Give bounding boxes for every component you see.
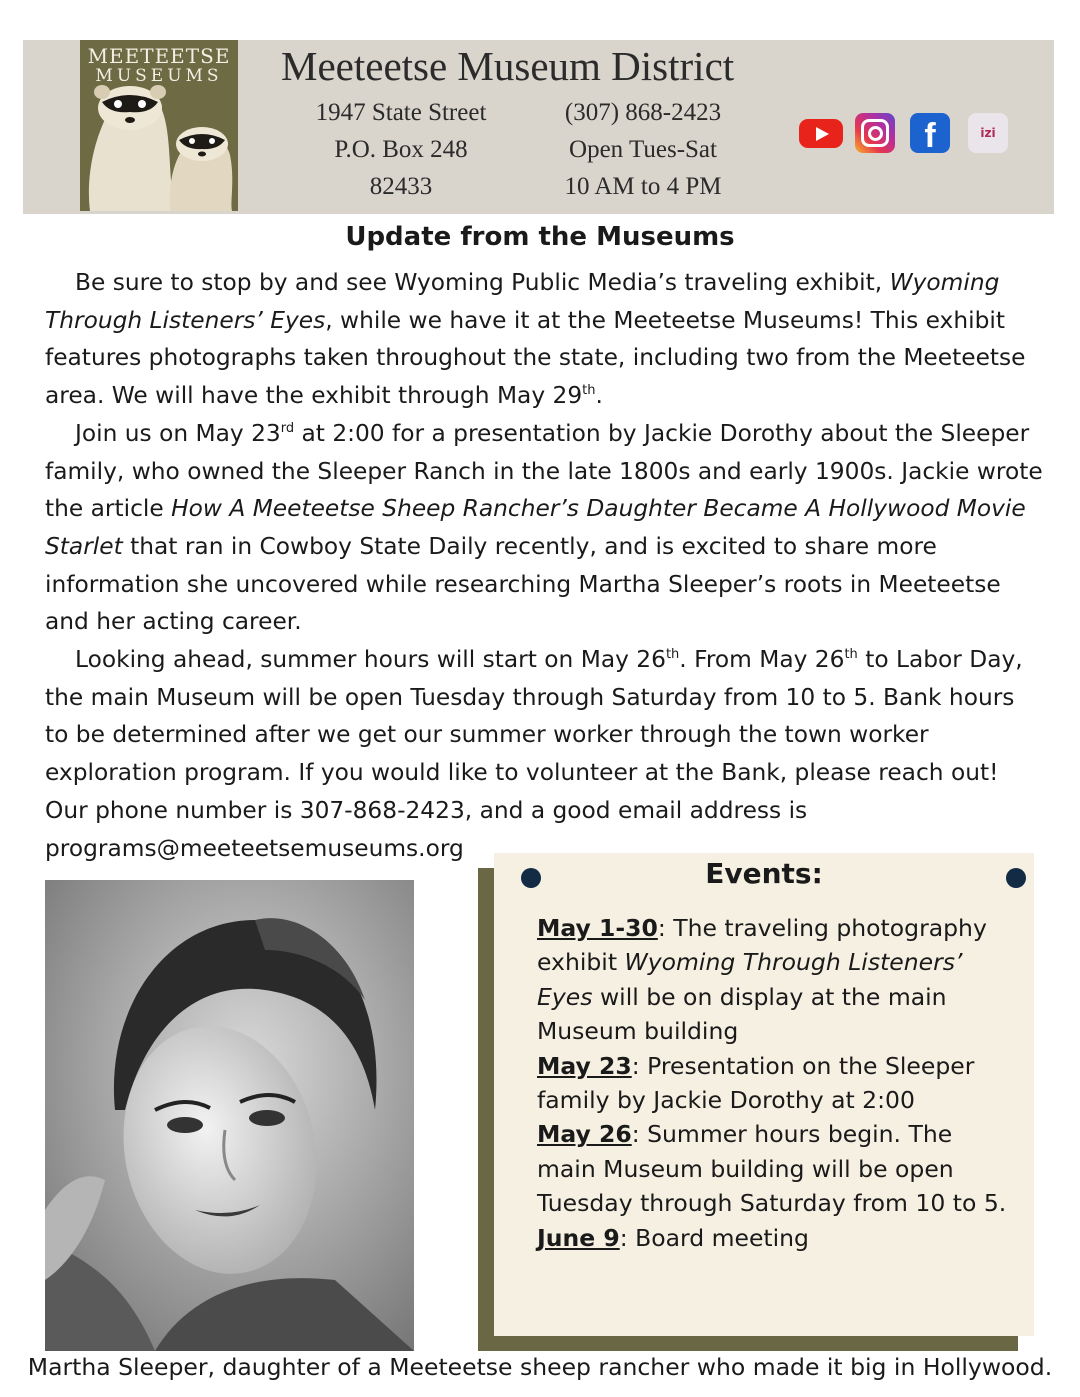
martha-sleeper-photo [45, 880, 414, 1351]
izi-travel-icon[interactable] [968, 113, 1008, 153]
p3-text-b: . From May 26 [679, 646, 845, 674]
p3-text-c: to Labor Day, the main Museum will be open Tuesday through Saturday from 10 to 5. Bank hours to be determined after we get our summer worker through the town worker exploration program. If you would like to volunteer at the Bank, please reach out! Our phone number is 307-868-2423, and a good email address is [45, 646, 1023, 824]
event-text: : Board meeting [619, 1223, 809, 1252]
update-body [45, 264, 1045, 867]
logo-text-line2: MUSEUMS [95, 66, 223, 86]
address-street: 1947 State Street [315, 99, 487, 126]
paragraph-summer-hours [45, 641, 1045, 830]
event-date: May 26 [537, 1120, 632, 1149]
article-title: How A Meeteetse Sheep Rancher’s Daughter Became A Hollywood Movie Starlet [45, 495, 1026, 560]
logo-text-line1: MEETEETSE [87, 44, 231, 68]
p3-text-a: Looking ahead, summer hours will start on May 26 [75, 646, 666, 674]
p2-sup: rd [280, 421, 295, 437]
event-date: May 23 [537, 1051, 632, 1080]
instagram-icon[interactable] [855, 113, 895, 153]
event-text: : Presentation on the Sleeper family by Jackie Dorothy at 2:00 [537, 1051, 975, 1115]
p1-text-b: , while we have it at the Meeteetse Museums! This exhibit features photographs taken throughout the state, including two from the Meeteetse area. We will have the exhibit through May 29 [45, 306, 1026, 410]
events-title: Events: [705, 857, 823, 890]
address-po-box: P.O. Box 248 [334, 136, 468, 163]
portrait-illustration [45, 880, 414, 1351]
paragraph-presentation [45, 415, 1045, 641]
phone-number: (307) 868-2423 [564, 99, 722, 126]
event-text: : The traveling photography exhibit [537, 914, 987, 977]
p1-text-c: . [595, 382, 603, 410]
photo-caption: Martha Sleeper, daughter of a Meeteetse sheep rancher who made it big in Hollywood. [27, 1353, 1053, 1381]
event-item [537, 1221, 1007, 1255]
p2-text-b: at 2:00 for a presentation by Jackie Dorothy about the Sleeper family, who owned the Sleeper Ranch in the late 1800s and early 1900s. Jackie wrote the article [45, 419, 1043, 523]
org-title: Meeteetse Museum District [281, 43, 735, 89]
open-hours: 10 AM to 4 PM [564, 173, 722, 200]
events-list [537, 911, 1007, 1255]
p2-text-a: Join us on May 23 [75, 419, 281, 447]
header-banner [23, 40, 1054, 214]
section-heading: Update from the Museums [345, 222, 735, 252]
p3-sup2: th [844, 647, 858, 663]
p3-sup1: th [665, 647, 680, 663]
p2-text-c: that ran in Cowboy State Daily recently, and is excited to share more information she uncovered while researching Martha Sleeper’s roots in Meeteetse and her acting career. [45, 532, 1001, 636]
events-panel [494, 853, 1034, 1336]
address-block [291, 94, 511, 205]
event-item [537, 911, 1007, 1049]
event-item [537, 1049, 1007, 1118]
event-date: June 9 [537, 1223, 620, 1252]
p1-sup: th [582, 383, 596, 399]
event-exhibit-title: Wyoming Through Listeners’ Eyes [537, 948, 963, 1011]
izi-label: izi [980, 126, 996, 140]
event-text-end: will be on display at the main Museum building [537, 982, 947, 1046]
paragraph-exhibit [45, 264, 1045, 415]
event-date: May 1-30 [537, 914, 658, 942]
museum-logo [80, 40, 238, 211]
contact-block [543, 94, 743, 205]
event-text: : Summer hours begin. The main Museum building will be open Tuesday through Saturday from 10 to 5. [537, 1120, 1007, 1218]
open-days: Open Tues-Sat [569, 136, 717, 163]
email-address[interactable]: programs@meeteetsemuseums.org [45, 834, 464, 862]
facebook-icon[interactable]: f [910, 113, 950, 153]
address-zip: 82433 [369, 173, 433, 200]
event-item [537, 1117, 1007, 1220]
exhibit-title: Wyoming Through Listeners’ Eyes [45, 269, 1000, 334]
p1-text-a: Be sure to stop by and see Wyoming Public Media’s traveling exhibit, [75, 269, 890, 296]
youtube-icon[interactable] [799, 119, 843, 148]
